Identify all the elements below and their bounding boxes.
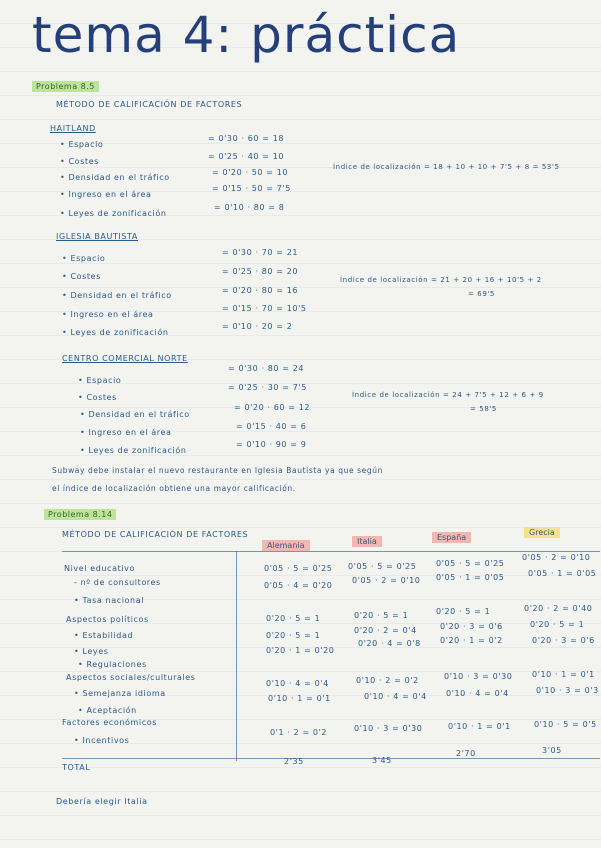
site-name-iglesia: IGLESIA BAUTISTA: [56, 232, 139, 241]
factor-calc: = 0'10 · 90 = 9: [236, 440, 307, 449]
location-index: Índice de localización = 21 + 20 + 16 + 10'5 + 2: [340, 276, 542, 284]
score-cell: 0'20 · 4 = 0'8: [358, 639, 421, 648]
factor-calc: = 0'25 · 80 = 20: [222, 267, 299, 276]
location-index-result: = 58'5: [470, 405, 497, 413]
criterion-label: Nivel educativo: [64, 564, 135, 573]
factor-label: • Leyes de zonificación: [60, 209, 167, 218]
factor-label: • Costes: [60, 157, 99, 166]
factor-label: • Densidad en el tráfico: [62, 291, 172, 300]
problem-label-8-5: Problema 8.5: [32, 81, 99, 92]
score-cell: 0'10 · 3 = 0'30: [444, 672, 513, 681]
method-heading-1: MÉTODO DE CALIFICACIÓN DE FACTORES: [56, 100, 243, 109]
factor-calc: = 0'20 · 80 = 16: [222, 286, 299, 295]
factor-calc: = 0'20 · 50 = 10: [212, 168, 289, 177]
factor-calc: = 0'25 · 40 = 10: [208, 152, 285, 161]
score-cell: 0'20 · 3 = 0'6: [532, 636, 595, 645]
country-header: España: [432, 532, 471, 543]
site-name-centro: CENTRO COMERCIAL NORTE: [62, 354, 188, 363]
total-value: 2'70: [456, 749, 476, 758]
score-cell: 0'20 · 3 = 0'6: [440, 622, 503, 631]
factor-label: • Ingreso en el área: [60, 190, 151, 199]
conclusion-line-1: Subway debe instalar el nuevo restaurante en Iglesia Bautista ya que según: [52, 466, 383, 475]
criterion-label: • Tasa nacional: [74, 596, 145, 605]
factor-label: • Densidad en el tráfico: [60, 173, 170, 182]
factor-calc: = 0'15 · 40 = 6: [236, 422, 307, 431]
score-cell: 0'20 · 5 = 1: [266, 631, 321, 640]
total-label: TOTAL: [62, 763, 91, 772]
conclusion-line-2: el índice de localización obtiene una mayor calificación.: [52, 484, 296, 493]
total-value: 2'35: [284, 757, 304, 766]
score-cell: 0'05 · 5 = 0'25: [264, 564, 333, 573]
score-cell: 0'10 · 3 = 0'30: [354, 724, 423, 733]
factor-label: • Costes: [62, 272, 101, 281]
factor-calc: = 0'25 · 30 = 7'5: [228, 383, 307, 392]
problem-label-8-14: Problema 8.14: [44, 509, 116, 520]
factor-calc: = 0'10 · 80 = 8: [214, 203, 285, 212]
site-name-haitland: HAITLAND: [50, 124, 96, 133]
criterion-label: Factores económicos: [62, 718, 158, 727]
factor-label: • Espacio: [62, 254, 105, 263]
score-cell: 0'20 · 5 = 1: [266, 614, 321, 623]
location-index: Índice de localización = 24 + 7'5 + 12 + 6 + 9: [352, 391, 544, 399]
score-cell: 0'20 · 1 = 0'20: [266, 646, 335, 655]
location-index-result: = 69'5: [468, 290, 495, 298]
factor-calc: = 0'10 · 20 = 2: [222, 322, 293, 331]
score-cell: 0'05 · 5 = 0'25: [348, 562, 417, 571]
total-value: 3'45: [372, 756, 392, 765]
factor-label: • Ingreso en el área: [80, 428, 171, 437]
score-cell: 0'10 · 5 = 0'5: [534, 720, 597, 729]
factor-calc: = 0'30 · 70 = 21: [222, 248, 299, 257]
country-header: Grecia: [524, 527, 560, 538]
factor-label: • Leyes de zonificación: [80, 446, 187, 455]
score-cell: 0'20 · 2 = 0'4: [354, 626, 417, 635]
score-cell: 0'20 · 5 = 1: [436, 607, 491, 616]
score-cell: 0'1 · 2 = 0'2: [270, 728, 328, 737]
score-cell: 0'10 · 3 = 0'3: [536, 686, 599, 695]
method-heading-2: MÉTODO DE CALIFICACIÓN DE FACTORES: [62, 530, 249, 539]
score-cell: 0'20 · 1 = 0'2: [440, 636, 503, 645]
score-cell: 0'20 · 5 = 1: [530, 620, 585, 629]
factor-label: • Costes: [78, 393, 117, 402]
factor-label: • Densidad en el tráfico: [80, 410, 190, 419]
score-cell: 0'05 · 4 = 0'20: [264, 581, 333, 590]
score-cell: 0'20 · 5 = 1: [354, 611, 409, 620]
criterion-label: - nº de consultores: [74, 578, 161, 587]
score-cell: 0'05 · 1 = 0'05: [436, 573, 505, 582]
total-rule: [62, 758, 600, 759]
table-header-rule: [62, 551, 600, 552]
country-header: Alemania: [262, 540, 310, 551]
score-cell: 0'10 · 4 = 0'4: [446, 689, 509, 698]
criterion-label: Aspectos políticos: [66, 615, 149, 624]
factor-label: • Leyes de zonificación: [62, 328, 169, 337]
score-cell: 0'05 · 1 = 0'05: [528, 569, 597, 578]
score-cell: 0'05 · 2 = 0'10: [352, 576, 421, 585]
factor-calc: = 0'15 · 50 = 7'5: [212, 184, 291, 193]
score-cell: 0'10 · 4 = 0'4: [266, 679, 329, 688]
criterion-label: • Regulaciones: [78, 660, 147, 669]
factor-calc: = 0'15 · 70 = 10'5: [222, 304, 307, 313]
criterion-label: • Incentivos: [74, 736, 130, 745]
criterion-label: • Aceptación: [78, 706, 137, 715]
final-conclusion: Debería elegir Italia: [56, 797, 148, 806]
factor-label: • Ingreso en el área: [62, 310, 153, 319]
location-index: Índice de localización = 18 + 10 + 10 + 7'5 + 8 = 53'5: [333, 163, 560, 171]
score-cell: 0'10 · 4 = 0'4: [364, 692, 427, 701]
criterion-label: • Leyes: [74, 647, 109, 656]
total-value: 3'05: [542, 746, 562, 755]
score-cell: 0'10 · 1 = 0'1: [268, 694, 331, 703]
criterion-label: Aspectos sociales/culturales: [66, 673, 196, 682]
factor-calc: = 0'30 · 60 = 18: [208, 134, 285, 143]
score-cell: 0'10 · 1 = 0'1: [448, 722, 511, 731]
score-cell: 0'05 · 5 = 0'25: [436, 559, 505, 568]
table-column-rule: [236, 551, 237, 761]
criterion-label: • Estabilidad: [74, 631, 134, 640]
factor-calc: = 0'20 · 60 = 12: [234, 403, 311, 412]
score-cell: 0'05 · 2 = 0'10: [522, 553, 591, 562]
country-header: Italia: [352, 536, 382, 547]
score-cell: 0'20 · 2 = 0'40: [524, 604, 593, 613]
criterion-label: • Semejanza idioma: [74, 689, 166, 698]
score-cell: 0'10 · 1 = 0'1: [532, 670, 595, 679]
page-title: tema 4: práctica: [32, 6, 461, 64]
factor-calc: = 0'30 · 80 = 24: [228, 364, 305, 373]
factor-label: • Espacio: [60, 140, 103, 149]
factor-label: • Espacio: [78, 376, 121, 385]
score-cell: 0'10 · 2 = 0'2: [356, 676, 419, 685]
